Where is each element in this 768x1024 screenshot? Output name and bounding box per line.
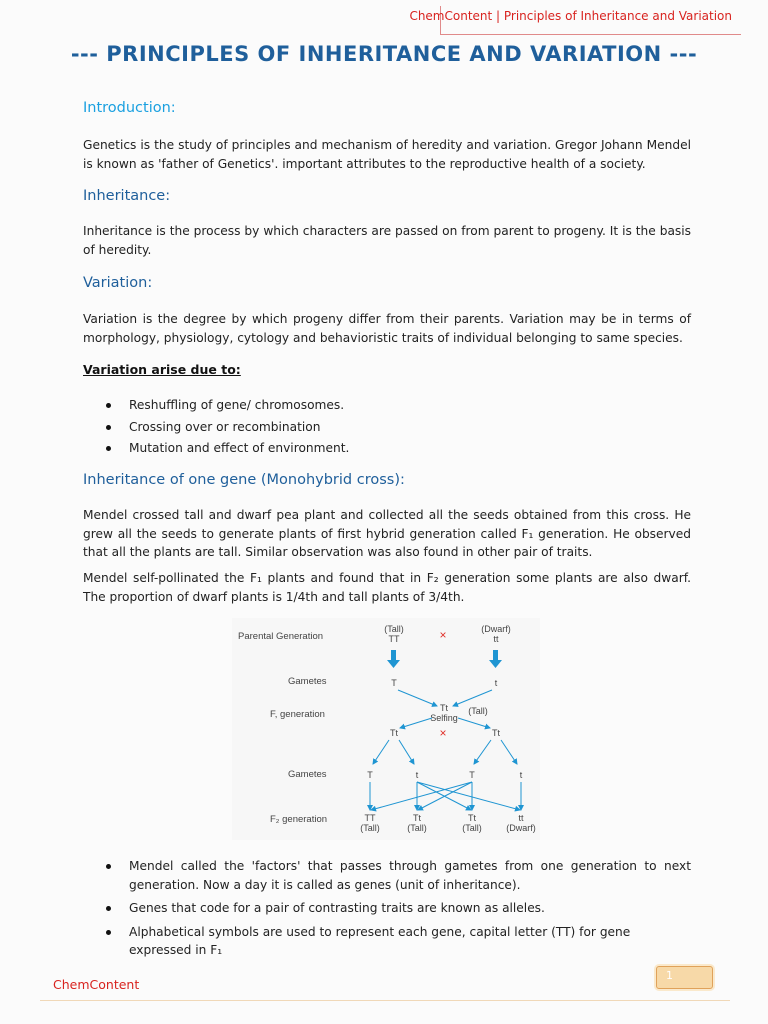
page-number: 1 (666, 969, 673, 982)
list-item: Alphabetical symbols are used to represent each gene, capital letter (TT) for gene expressed in F₁ (83, 923, 691, 960)
selfing-label: Selfing (430, 713, 458, 723)
bullet-icon (106, 864, 111, 869)
cross-symbol-f1: × (439, 726, 447, 740)
f2-genotype-3: Tt (468, 813, 476, 823)
f1-cross-left: Tt (390, 728, 398, 738)
running-header: ChemContent | Principles of Inheritance and Variation (409, 9, 732, 23)
cross-symbol-parental: × (439, 628, 447, 642)
footer-brand: ChemContent (53, 977, 140, 992)
list-item: Mutation and effect of environment. (83, 439, 691, 458)
monohybrid-paragraph-1: Mendel crossed tall and dwarf pea plant and collected all the seeds obtained from this cross. He grew all the seeds to generate plants of first hybrid generation called F₁ generation. He observed that all the plants are tall. Similar observation was also found in other pair of traits. (83, 508, 691, 559)
f2-phenotype-1: (Tall) (360, 823, 380, 833)
label-gametes-1: Gametes (288, 676, 327, 687)
f2-genotype-2: Tt (413, 813, 421, 823)
inheritance-text: Inheritance is the process by which characters are passed on from parent to progeny. It is the basis of heredity. (83, 224, 691, 257)
gamete-f1-1: T (367, 770, 373, 780)
arrow-icon (474, 740, 491, 764)
arrow-icon (501, 740, 517, 764)
list-item: Mendel called the 'factors' that passes through gametes from one generation to next generation. Now a day it is called as genes (unit of inheritance). (83, 857, 691, 894)
fertilisation-arrows (370, 782, 521, 810)
f2-genotype-4: tt (518, 813, 524, 823)
f2-phenotype-4: (Dwarf) (506, 823, 536, 833)
variation-heading: Variation: (83, 275, 153, 291)
label-f2-generation: F₂ generation (270, 814, 328, 825)
f1-cross-right: Tt (492, 728, 500, 738)
monohybrid-paragraph-2: Mendel self-pollinated the F₁ plants and found that in F₂ generation some plants are also dwarf. The proportion of dwarf plants is 1/4th and tall plants of 3/4th. (83, 571, 691, 604)
introduction-text: Genetics is the study of principles and mechanism of heredity and variation. Gregor Johann Mendel is known as 'father of Genetics'. important attributes to the reproductive health of a society. (83, 138, 691, 171)
parent-dwarf-phenotype: (Dwarf) (481, 624, 511, 634)
bullet-icon (106, 930, 111, 935)
f2-phenotype-3: (Tall) (462, 823, 482, 833)
label-f1-generation: F, generation (270, 709, 325, 720)
arrow-icon (453, 690, 492, 706)
variation-causes-list (83, 396, 691, 458)
label-parental-generation: Parental Generation (238, 631, 324, 642)
footer-rule (40, 1000, 730, 1001)
parent-tall-phenotype: (Tall) (384, 624, 404, 634)
arrow-icon (399, 740, 414, 764)
label-gametes-2: Gametes (288, 769, 327, 780)
inheritance-heading: Inheritance: (83, 188, 171, 204)
list-item: Crossing over or recombination (83, 418, 691, 437)
arrow-down-icon (387, 650, 400, 668)
arrow-icon (400, 718, 432, 728)
parent-tall-genotype: TT (388, 634, 400, 644)
variation-text: Variation is the degree by which progeny differ from their parents. Variation may be in terms of morphology, physiology, cytology and behavioristic traits of individual belonging to same species. (83, 312, 691, 345)
list-item: Genes that code for a pair of contrasting traits are known as alleles. (83, 899, 691, 918)
f2-phenotype-2: (Tall) (407, 823, 427, 833)
gamete-f1-2: t (415, 770, 419, 780)
arrow-icon (458, 718, 490, 728)
arrow-icon (373, 740, 389, 764)
list-item: Reshuffling of gene/ chromosomes. (83, 396, 691, 415)
bullet-icon (106, 906, 111, 911)
gamete-f1-3: T (469, 770, 475, 780)
introduction-heading: Introduction: (83, 100, 176, 116)
arrow-down-icon (489, 650, 502, 668)
monohybrid-heading: Inheritance of one gene (Monohybrid cross): (83, 472, 405, 488)
bullet-icon (106, 403, 111, 408)
page-title: --- PRINCIPLES OF INHERITANCE AND VARIATION --- (70, 42, 698, 66)
arrow-icon (398, 690, 437, 706)
variation-causes-heading: Variation arise due to: (83, 362, 241, 377)
gamete-T-parental: T (391, 678, 397, 688)
f1-phenotype: (Tall) (468, 706, 488, 716)
bullet-icon (106, 446, 111, 451)
page-number-badge (656, 966, 713, 989)
f1-genotype: Tt (440, 703, 448, 713)
parent-dwarf-genotype: tt (493, 634, 499, 644)
monohybrid-cross-diagram (232, 618, 540, 840)
f2-genotype-1: TT (364, 813, 376, 823)
gamete-t-parental: t (494, 678, 498, 688)
bullet-icon (106, 425, 111, 430)
monohybrid-points-list (83, 857, 691, 960)
gamete-f1-4: t (519, 770, 523, 780)
